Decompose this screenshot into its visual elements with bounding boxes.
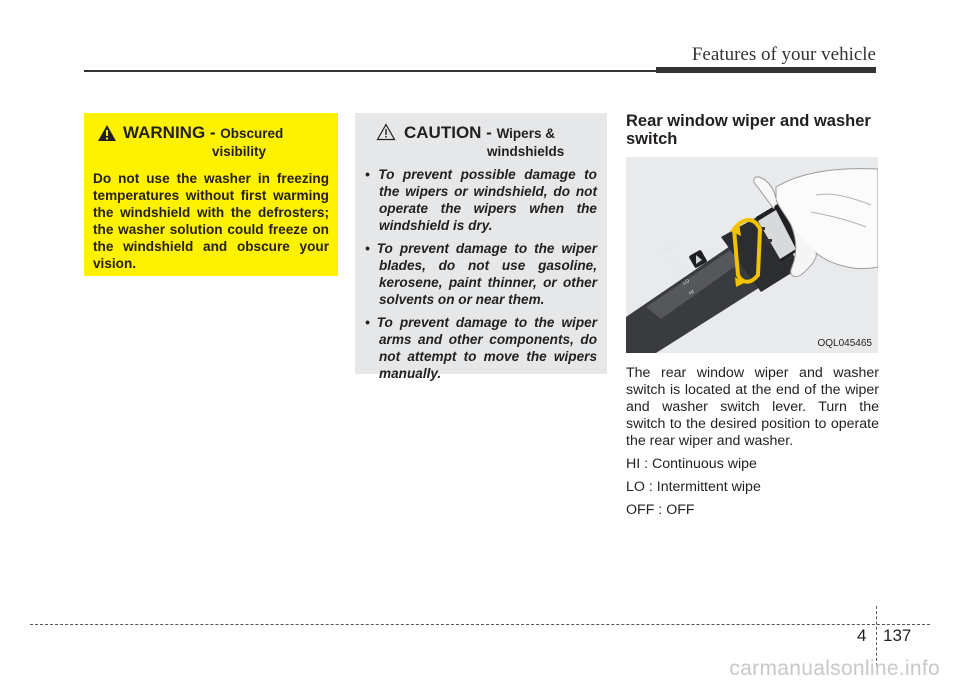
caution-triangle-icon [376,123,396,141]
svg-text:LO: LO [682,278,691,287]
wiper-switch-figure [626,157,878,353]
caution-item: • To prevent possible damage to the wipers or windshield, do not operate the wipers when the windshield is dry. [365,167,597,233]
hi-description: HI : Continuous wipe [626,456,757,472]
svg-text:OFF: OFF [669,256,681,267]
wiper-lever-illustration [626,157,878,353]
caution-item: • To prevent damage to the wiper arms and other components, do not attempt to move the wipers manually. [365,315,597,381]
caution-subject-line2: windshields [487,144,565,159]
warning-body: Do not use the washer in freezing temperatures without first warming the windshield with the defrosters; the washer solution could freeze on the windshield and obscure your vision. [93,171,329,271]
warning-heading [93,123,329,144]
caution-list [365,166,597,382]
warning-triangle-icon [97,124,117,142]
svg-text:INT: INT [676,267,686,277]
caution-heading [365,123,597,144]
warning-label: WARNING - [123,123,216,142]
figure-caption: OQL045465 [817,338,872,349]
header-rule-accent [656,67,876,73]
caution-subject: Wipers & [496,126,555,141]
section-title: Rear window wiper and washer switch [626,112,871,148]
chapter-number: 4 [857,626,867,645]
off-description: OFF : OFF [626,502,695,518]
header-rule [84,70,656,72]
warning-box [84,113,338,276]
running-header: Features of your vehicle [691,44,876,65]
footer-rule [30,624,930,625]
lo-description: LO : Intermittent wipe [626,479,761,495]
body-paragraph: The rear window wiper and washer switch is located at the end of the wiper and washer switch lever. Turn the switch to the desired position to operate the rear wiper and washer. [626,365,879,449]
section-body [626,365,879,525]
svg-text:MIST: MIST [662,243,676,255]
svg-text:HI: HI [688,289,696,297]
warning-subject: Obscured [220,126,284,141]
warning-subject-line2: visibility [211,144,267,159]
caution-label: CAUTION - [404,123,492,142]
watermark: carmanualsonline.info [729,657,940,680]
caution-box [355,113,607,381]
caution-item: • To prevent damage to the wiper blades, do not use gasoline, kerosene, paint thinner, or other solvents on or near them. [365,241,597,307]
page-number: 137 [883,626,912,645]
